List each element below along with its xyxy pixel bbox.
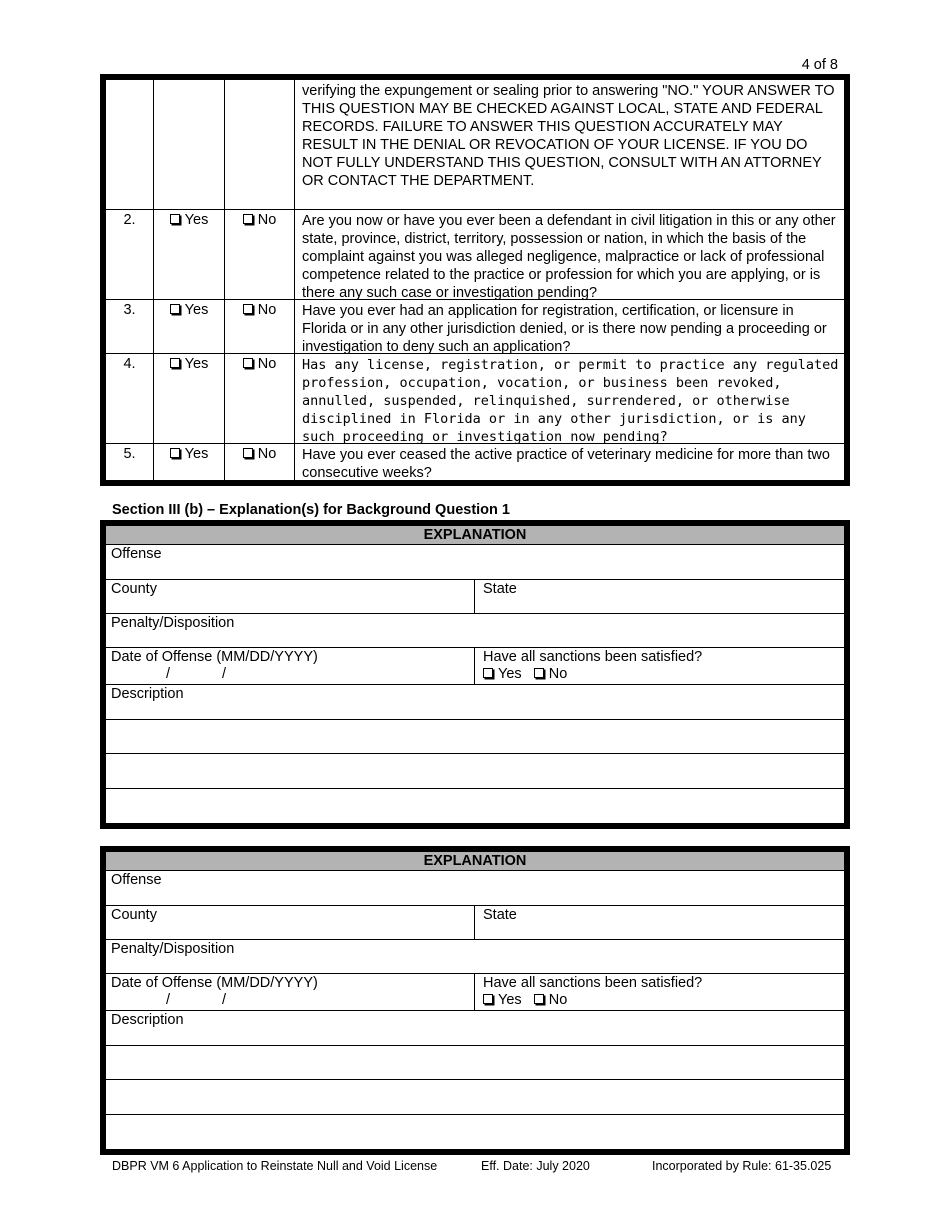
state-label: State (483, 581, 517, 597)
date-label: Date of Offense (MM/DD/YYYY) (111, 975, 318, 991)
description-line[interactable] (106, 754, 844, 789)
question-number: 3. (106, 300, 154, 353)
description-line[interactable] (106, 1080, 844, 1115)
description-field[interactable] (106, 1011, 844, 1046)
checkbox-icon[interactable] (534, 668, 544, 678)
penalty-field[interactable] (106, 614, 844, 648)
question-5-yes-option[interactable]: Yes (154, 444, 225, 482)
question-5-text: Have you ever ceased the active practice of veterinary medicine for more than two consecutive weeks? (302, 447, 830, 481)
checkbox-icon[interactable] (483, 668, 493, 678)
question-5-no-option[interactable]: No (225, 444, 295, 482)
footer-eff-date: Eff. Date: July 2020 (481, 1159, 590, 1173)
question-2-text: Are you now or have you ever been a defendant in civil litigation in this or any other state, province, district, territory, possession or nation, in which the basis of the complaint against you was alleged negligence, malpractice or lack of professional competence related to the practice or profession for which you are applying, or is there any such case or investigation pending? (302, 213, 836, 301)
description-label: Description (111, 1012, 184, 1028)
checkbox-icon[interactable] (170, 448, 180, 458)
table-row (106, 444, 844, 482)
date-slash: / (166, 666, 171, 682)
date-slash: / (222, 666, 227, 682)
sanctions-yes-option[interactable]: Yes (483, 666, 522, 682)
county-label: County (111, 581, 157, 597)
description-line[interactable] (106, 720, 844, 754)
offense-label: Offense (111, 546, 162, 562)
checkbox-icon[interactable] (483, 994, 493, 1004)
state-field[interactable] (475, 580, 844, 613)
checkbox-icon[interactable] (534, 994, 544, 1004)
question-2-no-option[interactable]: No (225, 210, 295, 299)
date-of-offense-field[interactable] (106, 974, 475, 1010)
penalty-label: Penalty/Disposition (111, 615, 235, 631)
description-line[interactable] (106, 789, 844, 825)
sanctions-label: Have all sanctions been satisfied? (483, 975, 703, 991)
question-1-continuation: verifying the expungement or sealing prior to answering "NO." YOUR ANSWER TO THIS QUESTION MAY BE CHECKED AGAINST LOCAL, STATE AND FEDERAL RECORDS. FAILURE TO ANSWER THIS QUESTION ACCURATELY MAY RESULT IN THE DENIAL OR REVOCATION OF YOUR LICENSE. IF YOU DO NOT FULLY UNDERSTAND THIS QUESTION, CONSULT WITH AN ATTORNEY OR CONTACT THE DEPARTMENT. (302, 83, 835, 189)
state-field[interactable] (475, 906, 844, 939)
checkbox-icon[interactable] (170, 358, 180, 368)
question-number: 4. (106, 354, 154, 443)
sanctions-no-option[interactable]: No (534, 992, 568, 1008)
footer-form-name: DBPR VM 6 Application to Reinstate Null and Void License (112, 1159, 438, 1173)
county-field[interactable] (106, 580, 475, 613)
county-label: County (111, 907, 157, 923)
explanation-table-2 (100, 846, 850, 1155)
question-3-no-option[interactable]: No (225, 300, 295, 353)
question-3-yes-option[interactable]: Yes (154, 300, 225, 353)
page-number: 4 of 8 (801, 57, 838, 73)
question-number: 5. (106, 444, 154, 482)
sanctions-no-option[interactable]: No (534, 666, 568, 682)
sanctions-yes-option[interactable]: Yes (483, 992, 522, 1008)
description-label: Description (111, 686, 184, 702)
question-number: 2. (106, 210, 154, 299)
description-line[interactable] (106, 1115, 844, 1151)
penalty-field[interactable] (106, 940, 844, 974)
table-row (106, 354, 844, 444)
checkbox-icon[interactable] (243, 304, 253, 314)
explanation-header: EXPLANATION (106, 852, 844, 871)
question-2-yes-option[interactable]: Yes (154, 210, 225, 299)
date-label: Date of Offense (MM/DD/YYYY) (111, 649, 318, 665)
table-row (106, 300, 844, 354)
offense-field[interactable] (106, 545, 844, 580)
checkbox-icon[interactable] (170, 304, 180, 314)
description-field[interactable] (106, 685, 844, 720)
explanation-header: EXPLANATION (106, 526, 844, 545)
explanation-table-1 (100, 520, 850, 829)
checkbox-icon[interactable] (170, 214, 180, 224)
background-questions-table (100, 74, 850, 486)
checkbox-icon[interactable] (243, 358, 253, 368)
table-row (106, 80, 844, 210)
penalty-label: Penalty/Disposition (111, 941, 235, 957)
checkbox-icon[interactable] (243, 448, 253, 458)
question-4-yes-option[interactable]: Yes (154, 354, 225, 443)
description-line[interactable] (106, 1046, 844, 1080)
sanctions-label: Have all sanctions been satisfied? (483, 649, 703, 665)
date-slash: / (166, 992, 171, 1008)
question-3-text: Have you ever had an application for registration, certification, or licensure in Florida or in any other jurisdiction denied, or is there now pending a proceeding or investigation to deny such an application? (302, 303, 827, 355)
checkbox-icon[interactable] (243, 214, 253, 224)
date-of-offense-field[interactable] (106, 648, 475, 684)
county-field[interactable] (106, 906, 475, 939)
offense-label: Offense (111, 872, 162, 888)
date-slash: / (222, 992, 227, 1008)
section-title: Section III (b) – Explanation(s) for Background Question 1 (112, 502, 510, 518)
offense-field[interactable] (106, 871, 844, 906)
question-4-text: Has any license, registration, or permit to practice any regulated profession, occupation, vocation, or business been revoked, annulled, suspended, relinquished, surrendered, or otherwise disciplined in Florida or in any other jurisdiction, or is any such proceeding or investigation now pending? (302, 357, 839, 445)
question-4-no-option[interactable]: No (225, 354, 295, 443)
table-row (106, 210, 844, 300)
state-label: State (483, 907, 517, 923)
footer-rule: Incorporated by Rule: 61-35.025 (652, 1159, 832, 1173)
